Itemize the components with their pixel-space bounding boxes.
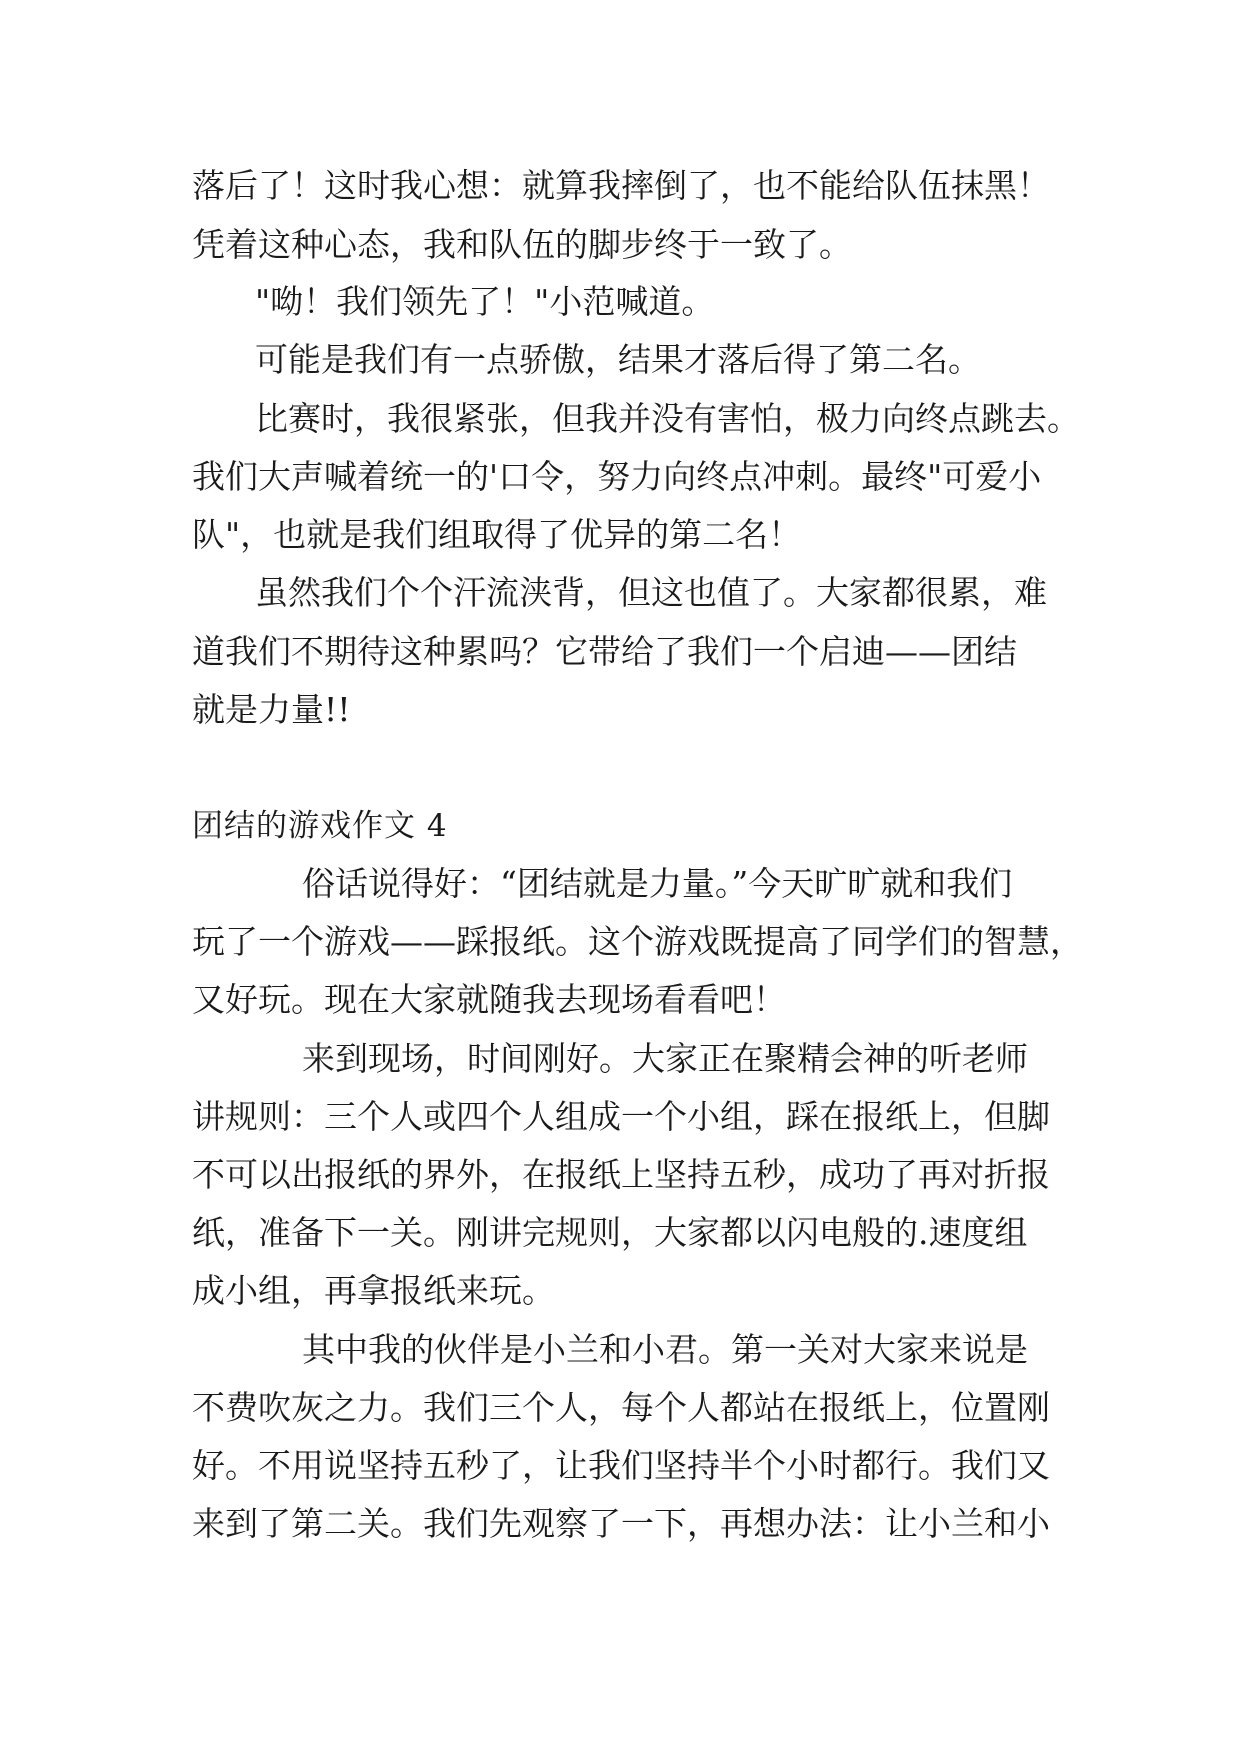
paragraph-text-line: 不可以出报纸的界外，在报纸上坚持五秒，成功了再对折报 — [192, 1155, 1050, 1194]
paragraph-text-line: 来到现场，时间刚好。大家正在聚精会神的听老师 — [302, 1039, 1028, 1078]
paragraph-text-line: 凭着这种心态，我和队伍的脚步终于一致了。 — [192, 225, 852, 264]
paragraph-text-line: 玩了一个游戏——踩报纸。这个游戏既提高了同学们的智慧， — [192, 922, 1083, 961]
paragraph-text-line: 比赛时，我很紧张，但我并没有害怕，极力向终点跳去。 — [255, 399, 1080, 438]
paragraph-text-line: 又好玩。现在大家就随我去现场看看吧！ — [192, 980, 786, 1019]
paragraph-text-line: 纸，准备下一关。刚讲完规则，大家都以闪电般的.速度组 — [192, 1213, 1028, 1252]
paragraph-text-line: 成小组，再拿报纸来玩。 — [192, 1271, 555, 1310]
paragraph-text-line: 道我们不期待这种累吗？它带给了我们一个启迪——团结 — [192, 632, 1017, 671]
paragraph-text-line: "呦！我们领先了！"小范喊道。 — [255, 282, 715, 321]
paragraph-text-line: 讲规则：三个人或四个人组成一个小组，踩在报纸上，但脚 — [192, 1097, 1050, 1136]
paragraph-text-line: 其中我的伙伴是小兰和小君。第一关对大家来说是 — [302, 1330, 1028, 1369]
paragraph-text-line: 不费吹灰之力。我们三个人，每个人都站在报纸上，位置刚 — [192, 1388, 1050, 1427]
paragraph-text-line: 来到了第二关。我们先观察了一下，再想办法：让小兰和小 — [192, 1504, 1050, 1543]
section-title: 团结的游戏作文 4 — [192, 808, 448, 844]
paragraph-text-line: 虽然我们个个汗流浃背，但这也值了。大家都很累，难 — [255, 573, 1047, 612]
paragraph-text-line: 就是力量!! — [192, 690, 351, 729]
paragraph-text-line: 可能是我们有一点骄傲，结果才落后得了第二名。 — [255, 340, 981, 379]
paragraph-text-line: 俗话说得好：“团结就是力量。”今天旷旷就和我们 — [302, 864, 1013, 903]
paragraph-text-line: 好。不用说坚持五秒了，让我们坚持半个小时都行。我们又 — [192, 1446, 1050, 1485]
paragraph-text-line: 落后了！这时我心想：就算我摔倒了，也不能给队伍抹黑！ — [192, 166, 1050, 205]
paragraph-text-line: 我们大声喊着统一的'口令，努力向终点冲刺。最终"可爱小 — [192, 457, 1042, 496]
paragraph-text-line: 队"，也就是我们组取得了优异的第二名！ — [192, 515, 802, 554]
